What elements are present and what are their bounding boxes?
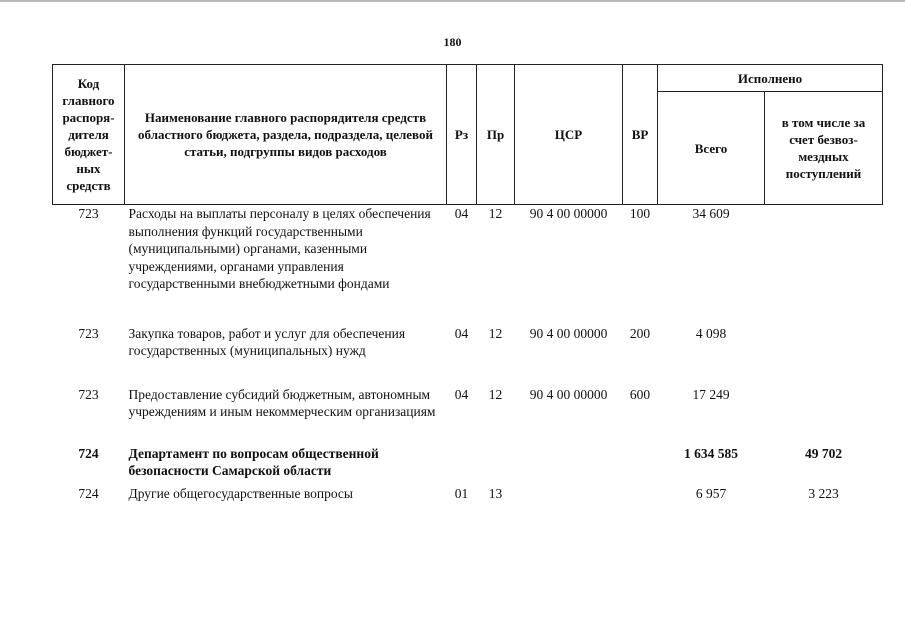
row-incl [765, 325, 883, 386]
header-vr: ВР [623, 65, 658, 205]
row-total: 1 634 585 [684, 445, 738, 461]
table-row [53, 485, 883, 509]
row-rz: 01 [454, 485, 469, 501]
row-csr: 90 4 00 00000 [529, 386, 608, 402]
row-vr: 600 [629, 386, 651, 402]
row-name: Расходы на выплаты персоналу в целях обеспечения выполнения функций государственными (муниципальными) органами, казенными учреждениями, органами управления государственными внебюджетными фондами [128, 206, 431, 291]
row-rz: 04 [454, 386, 469, 402]
row-csr: 90 4 00 00000 [529, 206, 608, 221]
row-code: 723 [78, 206, 99, 221]
row-csr [515, 485, 623, 509]
row-total: 34 609 [692, 206, 730, 221]
table-row [53, 205, 883, 325]
row-name: Другие общегосударственные вопросы [128, 485, 353, 501]
header-rz: Рз [447, 65, 477, 205]
row-code: 724 [78, 485, 99, 501]
row-vr [623, 445, 658, 485]
row-pr [477, 445, 515, 485]
row-vr [623, 485, 658, 509]
row-incl: 3 223 [808, 485, 839, 501]
row-csr [515, 445, 623, 485]
header-name: Наименование главного распорядителя средств областного бюджета, раздела, подраздела, целевой статьи, подгруппы видов расходов [125, 65, 447, 205]
page-number: 180 [443, 35, 462, 49]
header-total: Всего [658, 92, 765, 205]
row-incl [765, 205, 883, 325]
budget-table [52, 64, 883, 509]
row-incl [765, 386, 883, 445]
header-csr: ЦСР [515, 65, 623, 205]
row-code: 723 [78, 325, 99, 341]
row-vr: 200 [629, 325, 651, 341]
row-pr: 13 [488, 485, 503, 501]
row-name: Закупка товаров, работ и услуг для обеспечения государственных (муниципальных) нужд [128, 325, 406, 358]
row-name: Департамент по вопросам общественной безопасности Самарской области [128, 445, 379, 478]
row-pr: 12 [488, 206, 503, 221]
row-rz: 04 [454, 206, 469, 221]
row-pr: 12 [488, 325, 503, 341]
row-total: 4 098 [695, 325, 727, 341]
row-csr: 90 4 00 00000 [529, 325, 608, 341]
row-total: 6 957 [695, 485, 727, 501]
page-top-edge [0, 0, 905, 2]
row-rz [447, 445, 477, 485]
table-row [53, 325, 883, 386]
row-rz: 04 [454, 325, 469, 341]
header-code: Код главного распоря-дителя бюджет-ных средств [53, 65, 125, 205]
table-row [53, 386, 883, 445]
header-executed: Исполнено [658, 65, 883, 92]
row-code: 724 [78, 445, 99, 461]
header-incl: в том числе за счет безвоз-мездных поступлений [765, 92, 883, 205]
header-pr: Пр [477, 65, 515, 205]
table-row [53, 445, 883, 485]
row-incl: 49 702 [804, 445, 843, 461]
row-code: 723 [78, 386, 99, 402]
row-name: Предоставление субсидий бюджетным, автономным учреждениям и иным некоммерческим организациям [128, 386, 436, 419]
row-total: 17 249 [692, 386, 730, 402]
row-pr: 12 [488, 386, 503, 402]
row-vr: 100 [629, 206, 651, 221]
